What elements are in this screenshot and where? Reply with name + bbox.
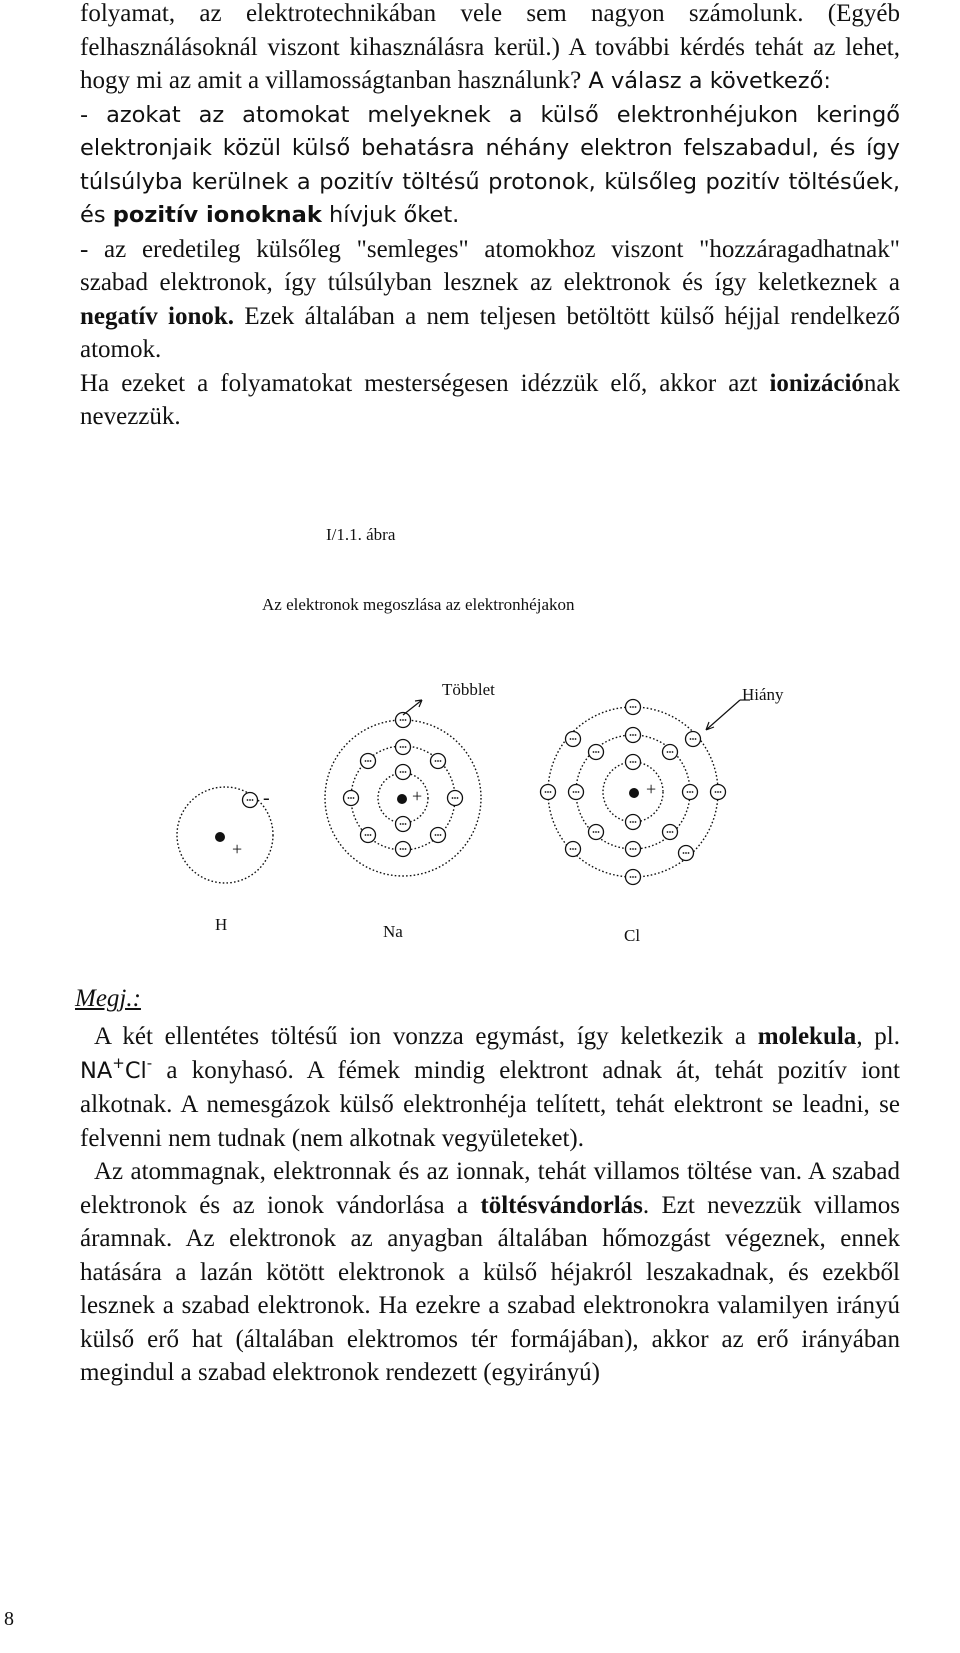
label-surplus: Többlet bbox=[442, 680, 495, 699]
electron bbox=[569, 785, 584, 800]
hydrogen-atom bbox=[177, 787, 273, 883]
electron bbox=[396, 842, 411, 857]
electron bbox=[566, 732, 581, 747]
nucleus bbox=[397, 794, 407, 804]
electron bbox=[448, 791, 463, 806]
atom-label-cl: Cl bbox=[624, 926, 641, 945]
term-positive-ions: pozitív ionoknak bbox=[112, 202, 322, 228]
electron bbox=[361, 754, 376, 769]
atom-diagram bbox=[160, 510, 820, 980]
paragraph-intro: folyamat, az elektrotechnikában vele sem nagyon számolunk. (Egyéb felhasználásoknál viszont kihasználásra kerül.) A további kérdés tehát az lehet, hogy mi az amit a villamosságtanban használunk? A válasz a következő: bbox=[80, 0, 900, 94]
nucleus bbox=[215, 832, 225, 842]
electron bbox=[431, 754, 446, 769]
paragraph-positive-ions: - azokat az atomokat melyeknek a külső elektronhéjukon keringő elektronjaik közül külső behatásra néhány elektron felszabadul, és így túlsúlyba kerülnek a pozitív töltésű protonok, külsőleg pozitív töltésűek, és pozitív ionoknak hívjuk őket. bbox=[80, 101, 900, 228]
electron bbox=[626, 728, 641, 743]
electron bbox=[663, 825, 678, 840]
note-text-block bbox=[80, 1020, 900, 1390]
atom-label-na: Na bbox=[383, 922, 403, 941]
plus-sign: + bbox=[412, 786, 423, 806]
electron bbox=[361, 828, 376, 843]
page-number: 8 bbox=[4, 1608, 14, 1630]
deficit-arrow bbox=[706, 700, 740, 730]
label-deficit: Hiány bbox=[742, 685, 784, 704]
electron bbox=[663, 745, 678, 760]
chlorine-atom bbox=[541, 700, 751, 885]
atom-label-h: H bbox=[215, 915, 228, 934]
electron bbox=[711, 785, 726, 800]
surplus-arrow bbox=[403, 700, 422, 715]
atom-figure bbox=[160, 510, 820, 980]
note-heading: Megj.: bbox=[75, 985, 141, 1012]
electron bbox=[541, 785, 556, 800]
electron bbox=[243, 793, 258, 808]
formula-nacl: NA+Cl- bbox=[80, 1053, 153, 1084]
electron bbox=[686, 732, 701, 747]
electron bbox=[626, 870, 641, 885]
electron bbox=[589, 825, 604, 840]
top-text-block bbox=[80, 0, 900, 434]
nucleus bbox=[629, 788, 639, 798]
paragraph-negative-ions: - az eredetileg külsőleg "semleges" atomokhoz viszont "hozzáragadhatnak" szabad elektronok, így túlsúlyban lesznek az elektronok és így keletkeznek a negatív ionok. Ezek általában a nem teljesen betöltött külső héjjal rendelkező atomok. bbox=[80, 235, 900, 363]
electron bbox=[396, 765, 411, 780]
shell bbox=[177, 787, 273, 883]
electron bbox=[626, 700, 641, 715]
electron bbox=[626, 842, 641, 857]
paragraph-current: Az atommagnak, elektronnak és az ionnak, tehát villamos töltése van. A szabad elektronok és az ionok vándorlása a töltésvándorlás. Ezt nevezzük villamos áramnak. Az elektronok az anyagban általában hőmozgást végeznek, ennek hatására a lazán kötött elektronok a külső héjakról leszakadnak, és ezekből lesznek a szabad elektronok. Ha ezekre a szabad elektronokra valamilyen irányú külső erő hat (általában elektromos tér formájában), akkor az erő irányában megindul a szabad elektronok rendezett (egyirányú) bbox=[80, 1158, 900, 1386]
paragraph-molecule: A két ellentétes töltésű ion vonzza egymást, így keletkezik a molekula, pl. NA+Cl- a konyhasó. A fémek mindig elektront adnak át, tehát pozitív iont alkotnak. A nemesgázok külső elektronhéja telített, tehát elektront se leadni, se felvenni nem tudnak (nem alkotnak vegyületeket). bbox=[80, 1023, 900, 1152]
minus-sign: - bbox=[263, 787, 270, 809]
electron bbox=[431, 828, 446, 843]
term-charge-migration: töltésvándorlás bbox=[480, 1191, 643, 1219]
sodium-atom bbox=[325, 700, 481, 876]
electron bbox=[626, 755, 641, 770]
electron bbox=[679, 846, 694, 861]
term-negative-ions: negatív ionok. bbox=[80, 302, 235, 330]
term-molecule: molekula bbox=[757, 1023, 857, 1050]
electron bbox=[589, 745, 604, 760]
electron bbox=[626, 815, 641, 830]
plus-sign: + bbox=[232, 839, 243, 859]
electron bbox=[683, 785, 698, 800]
electron bbox=[566, 842, 581, 857]
electron bbox=[396, 817, 411, 832]
figure-number: I/1.1. ábra bbox=[326, 525, 396, 544]
paragraph-ionization: Ha ezeket a folyamatokat mesterségesen idézzük elő, akkor azt ionizációnak nevezzük. bbox=[80, 369, 900, 430]
electron bbox=[396, 740, 411, 755]
term-ionization: ionizáció bbox=[769, 369, 864, 397]
figure-caption: Az elektronok megoszlása az elektronhéjakon bbox=[262, 595, 575, 614]
plus-sign: + bbox=[646, 779, 657, 799]
electron bbox=[344, 791, 359, 806]
